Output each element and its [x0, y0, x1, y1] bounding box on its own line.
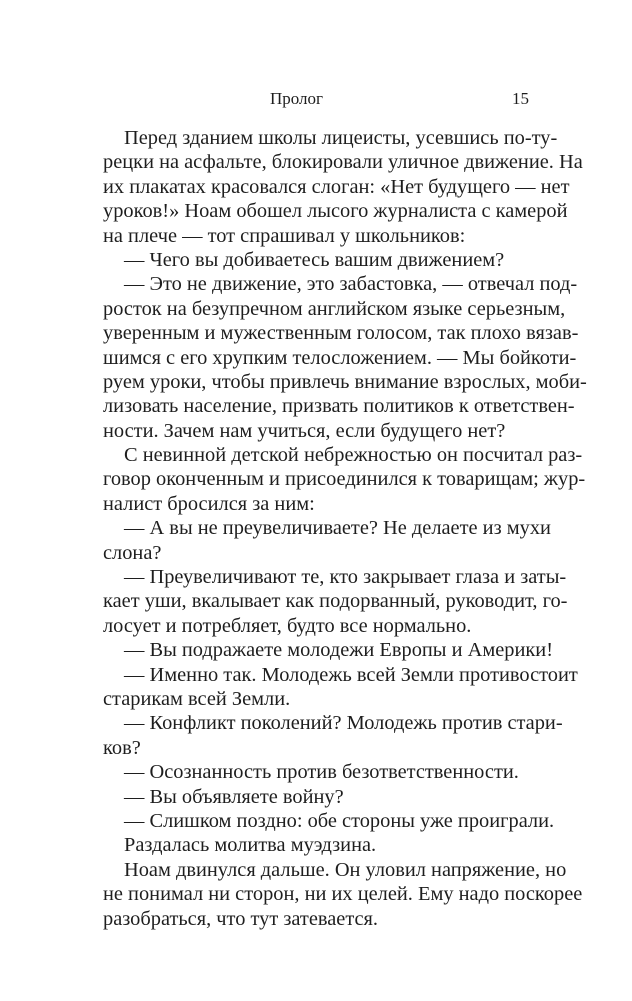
text-line: руем уроки, чтобы привлечь внимание взрослых, моби-	[103, 370, 587, 393]
text-line: не понимал ни сторон, ни их целей. Ему надо поскорее	[103, 883, 583, 906]
text-line: Раздалась молитва муэдзина.	[124, 834, 377, 857]
text-line: говор оконченным и присоединился к товарищам; жур-	[103, 468, 586, 491]
text-line: уроков!» Ноам обошел лысого журналиста с камерой	[103, 200, 568, 223]
text-line: шимся с его хрупким телосложением. — Мы бойкоти-	[103, 346, 577, 369]
text-line: кает уши, вкалывает как подорванный, руководит, го-	[103, 590, 568, 613]
page-number: 15	[512, 89, 529, 108]
text-line: — Это не движение, это забастовка, — отвечал под-	[124, 273, 578, 296]
text-line: С невинной детской небрежностью он посчитал раз-	[124, 444, 583, 467]
text-line: — Вы подражаете молодежи Европы и Америки!	[124, 639, 553, 662]
text-line: налист бросился за ним:	[103, 492, 315, 515]
text-line: Ноам двинулся дальше. Он уловил напряжение, но	[124, 858, 567, 881]
text-line: — Вы объявляете войну?	[124, 785, 344, 808]
text-line: уверенным и мужественным голосом, так плохо вязав-	[103, 322, 579, 345]
text-line: лосует и потребляет, будто все нормально.	[103, 614, 472, 637]
text-line: — А вы не преувеличиваете? Не делаете из мухи	[124, 517, 551, 540]
text-line: — Преувеличивают те, кто закрывает глаза и заты-	[124, 566, 567, 589]
text-line: росток на безупречном английском языке серьезным,	[103, 297, 566, 320]
text-line: ков?	[103, 736, 141, 759]
text-line: — Чего вы добиваетесь вашим движением?	[124, 248, 505, 271]
text-line: — Именно так. Молодежь всей Земли противостоит	[124, 663, 578, 686]
text-line: рецки на асфальте, блокировали уличное движение. На	[103, 151, 583, 174]
text-line: лизовать население, призвать политиков к ответствен-	[103, 395, 575, 418]
body-text	[103, 126, 587, 931]
text-line: разобраться, что тут затевается.	[103, 907, 379, 930]
text-line: — Осознанность против безответственности.	[124, 761, 519, 784]
text-line: Перед зданием школы лицеисты, усевшись по-ту-	[124, 127, 558, 149]
text-line: — Конфликт поколений? Молодежь против стари-	[124, 712, 563, 735]
running-header	[0, 86, 632, 112]
text-line: на плече — тот спрашивал у школьников:	[103, 224, 466, 247]
text-line: ности. Зачем нам учиться, если будущего нет?	[103, 419, 506, 442]
chapter-title: Пролог	[270, 89, 324, 108]
text-line: их плакатах красовался слоган: «Нет будущего — нет	[103, 175, 570, 198]
text-line: — Слишком поздно: обе стороны уже проиграли.	[124, 809, 555, 832]
text-line: слона?	[103, 541, 162, 564]
text-line: старикам всей Земли.	[103, 687, 291, 710]
